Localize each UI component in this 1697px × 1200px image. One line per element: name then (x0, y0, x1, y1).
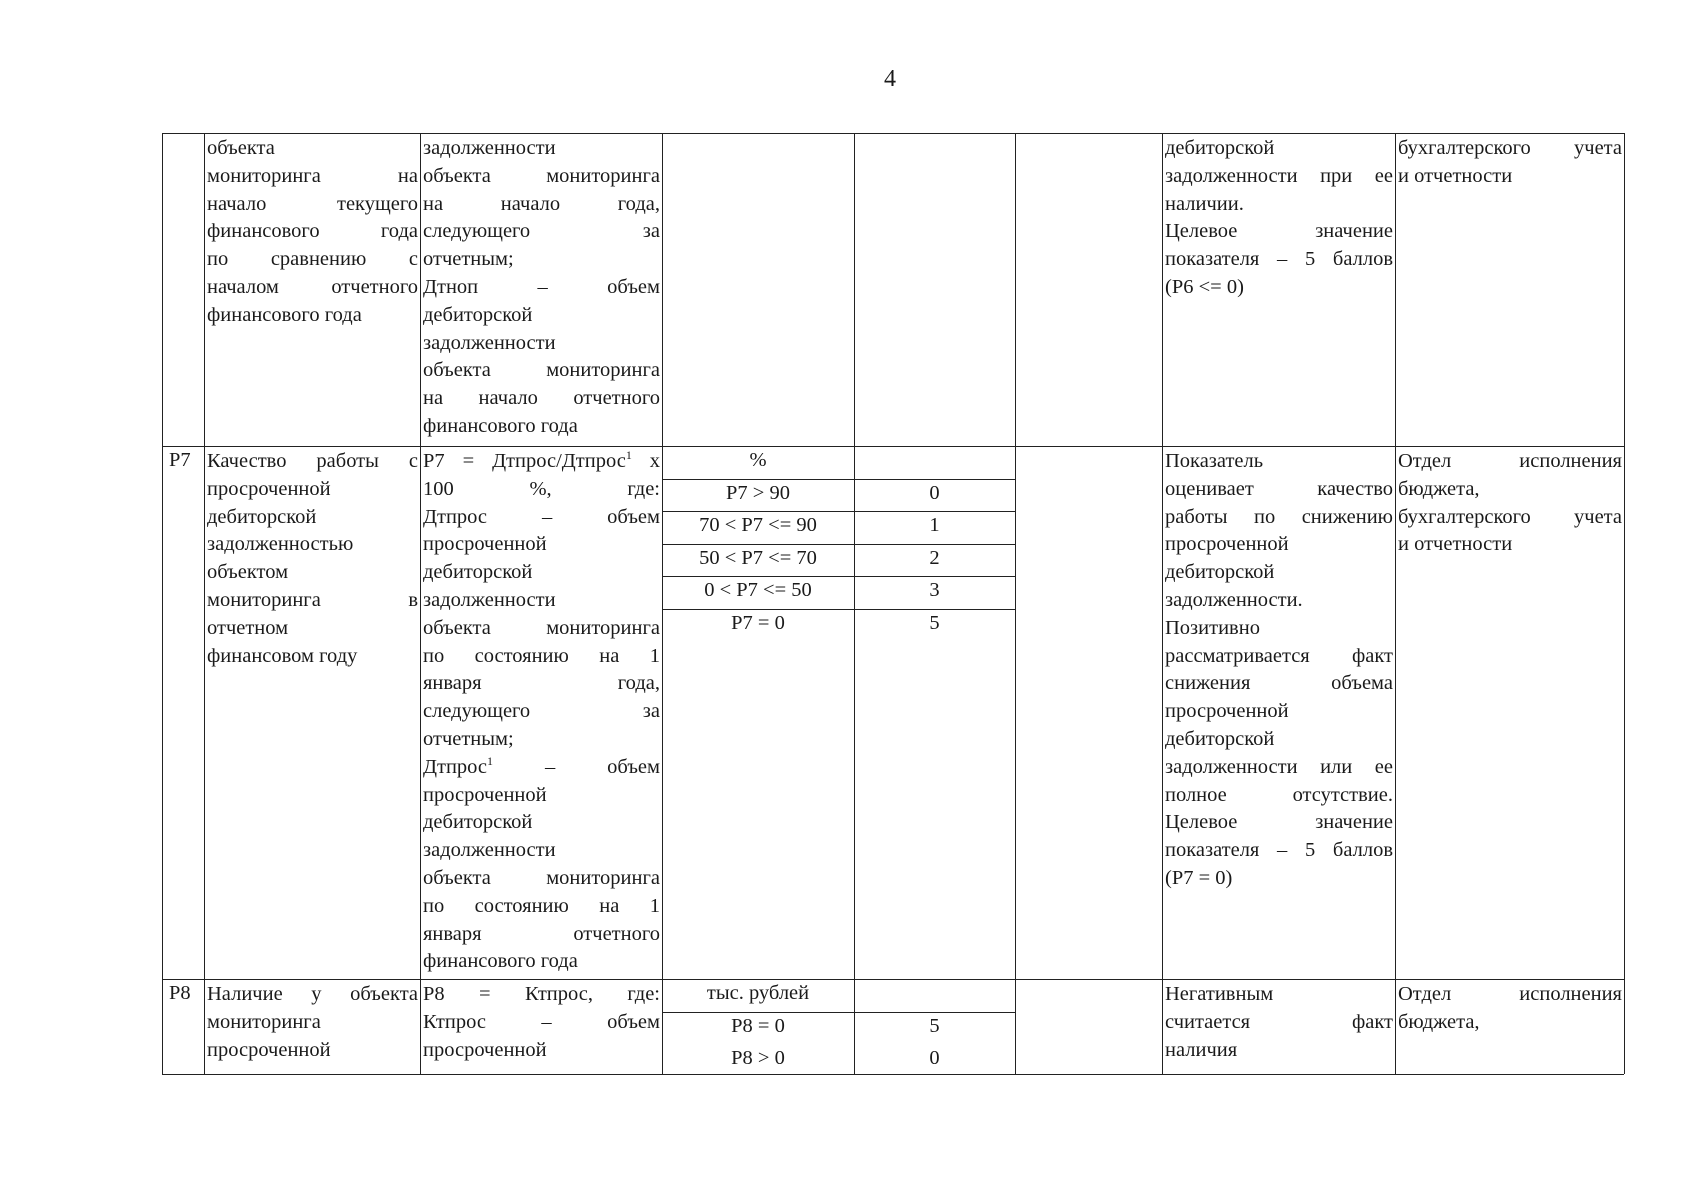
indicator-formula-line: просроченной (423, 783, 547, 806)
indicator-comment-line: дебиторской (1165, 137, 1275, 159)
responsible-unit-line: бюджета, (1398, 1010, 1480, 1033)
responsible-unit (1398, 135, 1622, 191)
row-border (162, 979, 1624, 980)
indicator-name-line: финансового года (207, 220, 418, 243)
responsible-unit-line: и отчетности (1398, 533, 1513, 556)
responsible-unit (1398, 981, 1622, 1037)
score-condition: 0 < Р7 <= 50 (704, 579, 812, 601)
indicator-formula-line: на начало года, (423, 192, 660, 215)
score-condition: Р7 > 90 (726, 482, 790, 504)
indicator-name (207, 448, 418, 670)
page-number: 4 (884, 66, 896, 92)
indicator-formula-line: отчетным; (423, 727, 514, 750)
indicator-formula-line: финансового года (423, 950, 578, 973)
column-border (420, 133, 421, 1074)
indicator-formula-line: дебиторской (423, 811, 533, 834)
score-points: 0 (929, 1047, 940, 1069)
indicator-formula-line: января отчетного (423, 922, 660, 945)
indicator-name-line: дебиторской (207, 505, 317, 528)
indicator-formula-line: Ктпрос – объем (423, 1010, 660, 1033)
indicator-formula (423, 135, 660, 441)
indicator-name-line: объектом (207, 561, 289, 584)
indicator-formula-line: Р7 = Дтпрос/Дтпрос$^1$ х (423, 448, 660, 472)
indicator-name-line: финансовом году (207, 644, 358, 667)
indicator-formula-line: дебиторской (423, 561, 533, 584)
indicator-formula-line: дебиторской (423, 303, 533, 326)
column-border (1624, 133, 1625, 1074)
score-points: 1 (929, 514, 940, 536)
indicator-comment (1165, 981, 1393, 1064)
indicator-code: Р8 (169, 982, 191, 1004)
row-border (162, 1074, 1624, 1075)
indicator-comment-line: снижения объема (1165, 672, 1393, 695)
responsible-unit-line: Отдел исполнения (1398, 983, 1622, 1005)
indicator-formula-line: января года, (423, 672, 660, 695)
column-border (1015, 133, 1016, 1074)
indicator-table (162, 133, 1624, 1074)
responsible-unit (1398, 448, 1622, 559)
column-border (1162, 133, 1163, 1074)
indicator-formula-line: Дтноп – объем (423, 275, 660, 298)
column-border (162, 133, 163, 1074)
indicator-comment-line: просроченной (1165, 700, 1289, 723)
indicator-formula-line: по состоянию на 1 (423, 894, 660, 917)
score-condition: Р8 = 0 (731, 1015, 785, 1037)
indicator-name-line: просроченной (207, 1038, 331, 1061)
indicator-name-line: мониторинга в (207, 588, 418, 611)
responsible-unit-line: бухгалтерского учета (1398, 505, 1622, 528)
indicator-name-line: начало текущего (207, 192, 418, 215)
score-row-border (662, 479, 1015, 480)
score-condition: Р8 > 0 (731, 1047, 785, 1069)
responsible-unit-line: бюджета, (1398, 477, 1480, 500)
responsible-unit-line: и отчетности (1398, 164, 1513, 187)
indicator-formula-line: просроченной (423, 1038, 547, 1061)
indicator-formula-line: объекта мониторинга (423, 164, 660, 187)
indicator-formula-line: Дтпрос – объем (423, 505, 660, 528)
indicator-name-line: Качество работы с (207, 450, 418, 472)
score-row-border (662, 1012, 1015, 1013)
indicator-comment-line: Целевое значение (1165, 220, 1393, 243)
indicator-name-line: задолженностью (207, 533, 354, 556)
indicator-comment-line: задолженности при ее (1165, 164, 1393, 187)
column-border (204, 133, 205, 1074)
indicator-comment-line: полное отсутствие. (1165, 783, 1393, 806)
indicator-comment-line: Целевое значение (1165, 811, 1393, 834)
score-condition: Р7 = 0 (731, 612, 785, 634)
indicator-formula-line: отчетным; (423, 248, 514, 271)
unit-of-measure: тыс. рублей (706, 982, 810, 1004)
indicator-comment-line: наличии. (1165, 192, 1244, 215)
indicator-name (207, 135, 418, 330)
indicator-name-line: отчетном (207, 616, 289, 639)
indicator-formula-line: задолженности (423, 137, 556, 159)
indicator-formula-line: 100 %, где: (423, 477, 660, 500)
indicator-comment-line: показателя – 5 баллов (1165, 248, 1393, 271)
indicator-name-line: просроченной (207, 477, 331, 500)
indicator-comment (1165, 135, 1393, 302)
indicator-comment-line: Негативным (1165, 983, 1274, 1005)
score-row-border (662, 511, 1015, 512)
indicator-name-line: по сравнению с (207, 248, 418, 271)
indicator-comment-line: показателя – 5 баллов (1165, 839, 1393, 862)
indicator-comment (1165, 448, 1393, 893)
indicator-formula-line: задолженности (423, 588, 556, 611)
indicator-name-line: мониторинга на (207, 164, 418, 187)
indicator-formula-line: объекта мониторинга (423, 359, 660, 382)
unit-of-measure: % (749, 449, 767, 471)
score-row-border (662, 544, 1015, 545)
indicator-comment-line: Показатель (1165, 450, 1264, 472)
indicator-comment-line: рассматривается факт (1165, 644, 1393, 667)
indicator-formula-line: просроченной (423, 533, 547, 556)
indicator-comment-line: Позитивно (1165, 616, 1260, 639)
indicator-formula-line: на начало отчетного (423, 387, 660, 410)
indicator-formula-line: следующего за (423, 220, 660, 243)
indicator-comment-line: считается факт (1165, 1010, 1393, 1033)
indicator-comment-line: (Р6 <= 0) (1165, 275, 1244, 298)
indicator-formula-line: объекта мониторинга (423, 866, 660, 889)
indicator-comment-line: дебиторской (1165, 727, 1275, 750)
score-points: 3 (929, 579, 940, 601)
responsible-unit-line: Отдел исполнения (1398, 450, 1622, 472)
indicator-comment-line: (Р7 = 0) (1165, 866, 1233, 889)
indicator-name-line: Наличие у объекта (207, 983, 418, 1005)
column-border (1395, 133, 1396, 1074)
indicator-formula-line: задолженности (423, 331, 556, 354)
indicator-formula (423, 981, 660, 1064)
indicator-name-line: объекта (207, 137, 275, 159)
indicator-comment-line: оценивает качество (1165, 477, 1393, 500)
indicator-formula (423, 448, 660, 976)
indicator-comment-line: наличия (1165, 1038, 1238, 1061)
indicator-name-line: финансового года (207, 303, 362, 326)
score-points: 0 (929, 482, 940, 504)
score-condition: 70 < Р7 <= 90 (699, 514, 817, 536)
indicator-comment-line: просроченной (1165, 533, 1289, 556)
score-points: 5 (929, 1015, 940, 1037)
indicator-formula-line: финансового года (423, 414, 578, 437)
indicator-comment-line: задолженности. (1165, 588, 1303, 611)
indicator-comment-line: работы по снижению (1165, 505, 1393, 528)
indicator-formula-line: Р8 = Ктпрос, где: (423, 983, 660, 1005)
column-border (854, 133, 855, 1074)
indicator-name-line: началом отчетного (207, 275, 418, 298)
row-border (162, 446, 1624, 447)
indicator-name-line: мониторинга (207, 1010, 321, 1033)
responsible-unit-line: бухгалтерского учета (1398, 137, 1622, 159)
row-border (162, 133, 1624, 134)
score-row-border (662, 576, 1015, 577)
score-row-border (662, 609, 1015, 610)
indicator-formula-line: объекта мониторинга (423, 616, 660, 639)
indicator-comment-line: задолженности или ее (1165, 755, 1393, 778)
indicator-formula-line: по состоянию на 1 (423, 644, 660, 667)
score-condition: 50 < Р7 <= 70 (699, 547, 817, 569)
score-points: 2 (929, 547, 940, 569)
indicator-formula-line: Дтпрос$^1$ – объем (423, 753, 660, 778)
column-border (662, 133, 663, 1074)
indicator-formula-line: задолженности (423, 839, 556, 862)
indicator-comment-line: дебиторской (1165, 561, 1275, 584)
indicator-name (207, 981, 418, 1064)
score-points: 5 (929, 612, 940, 634)
indicator-formula-line: следующего за (423, 700, 660, 723)
indicator-code: Р7 (169, 449, 191, 471)
